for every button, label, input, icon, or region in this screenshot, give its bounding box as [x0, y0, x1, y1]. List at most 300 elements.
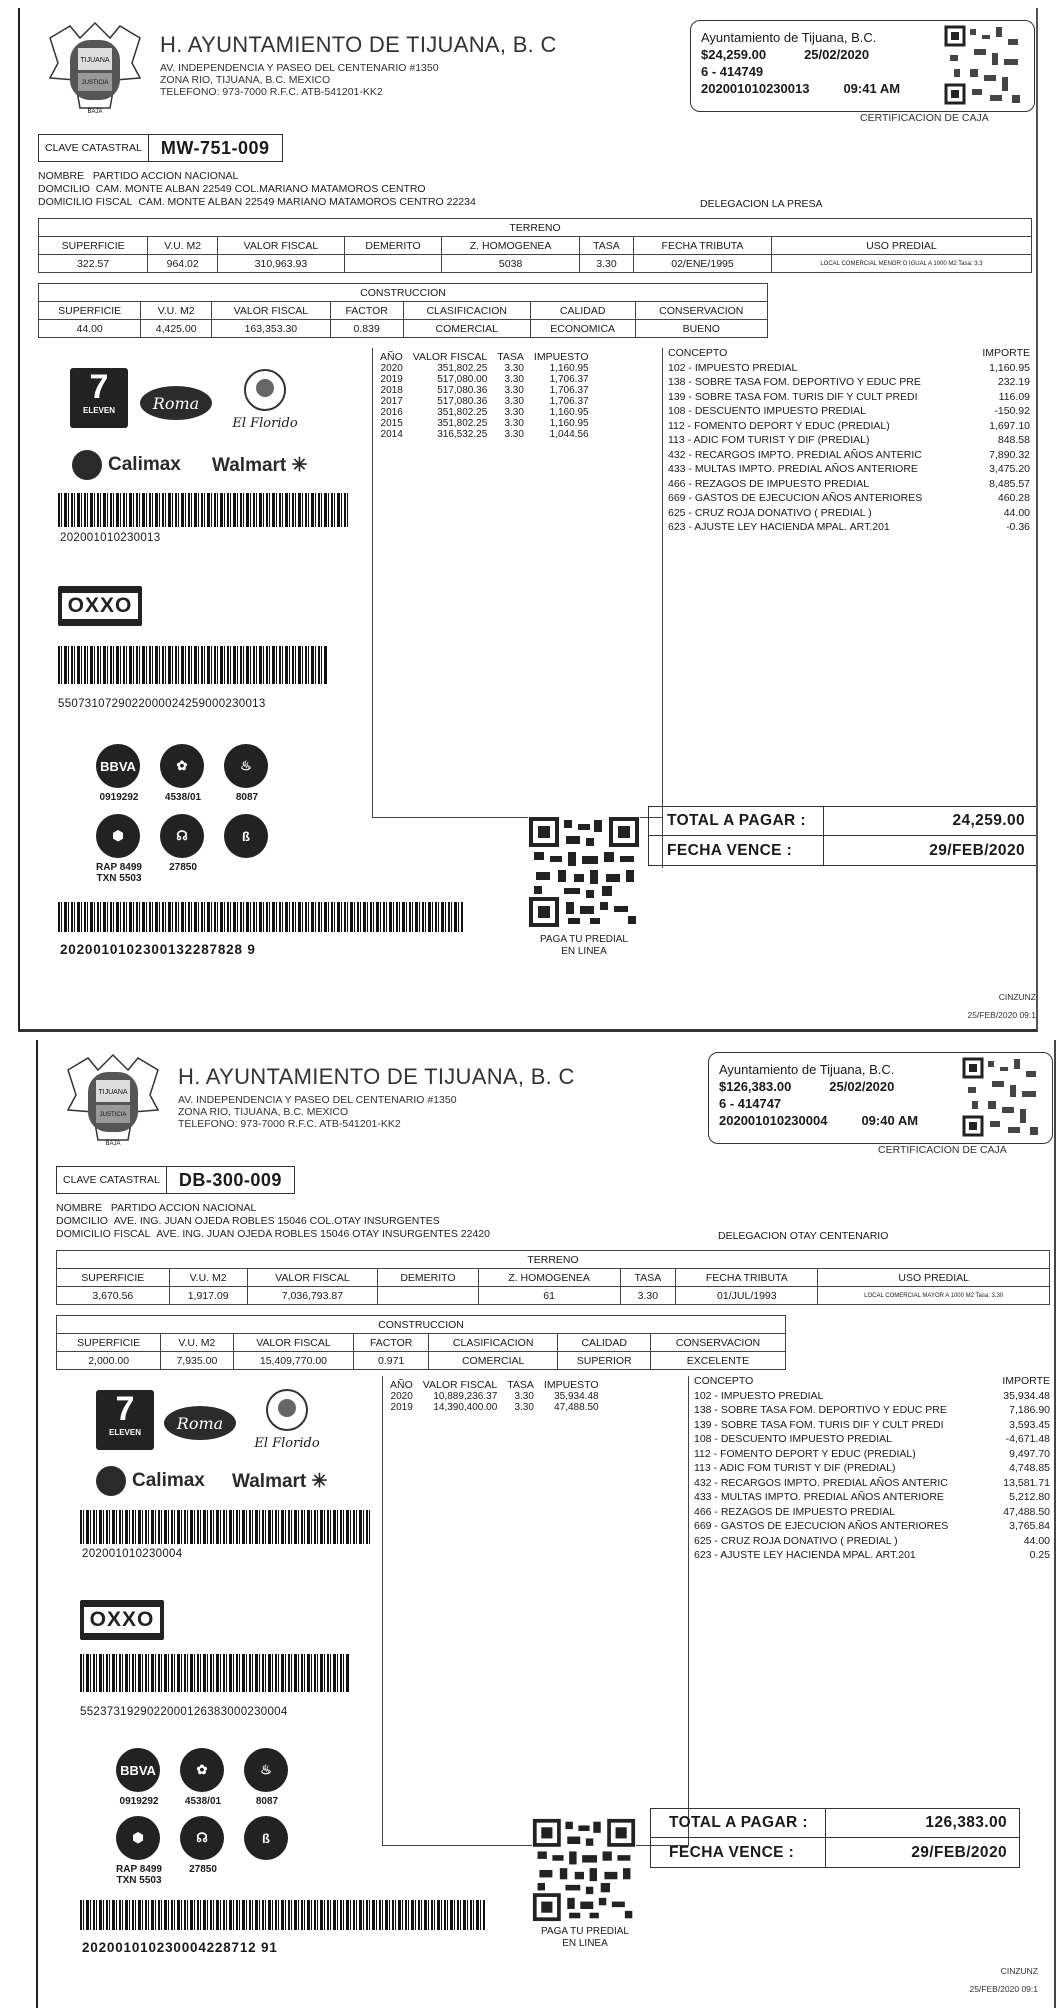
text-value: VALOR FISCAL	[218, 237, 345, 255]
text-value: 310,963.93	[218, 255, 345, 273]
text-value: 0.839	[330, 320, 403, 338]
text-value: V.U. M2	[148, 237, 218, 255]
text-value: 7,890.32	[989, 448, 1030, 461]
text-value: 1,706.37	[549, 385, 589, 396]
text-value: 13,581.71	[1003, 1476, 1050, 1489]
text-value: 316,532.25	[437, 429, 488, 440]
list-item	[668, 375, 1030, 390]
text-value: Ayuntamiento de Tijuana, B.C.	[701, 30, 877, 45]
oxxo-logo-icon	[80, 1600, 164, 1640]
text-value: 3,670.56	[57, 1287, 170, 1305]
text-value: TASA	[579, 237, 633, 255]
text-value: DOMICILIO FISCAL	[56, 1228, 151, 1240]
text-value: PARTIDO ACCION NACIONAL	[110, 1202, 257, 1214]
text-value: 433 - MULTAS IMPTO. PREDIAL AÑOS ANTERIORE	[668, 463, 918, 475]
text-value: Ayuntamiento de Tijuana, B.C.	[719, 1062, 895, 1077]
text-value: 623 - AJUSTE LEY HACIENDA MPAL. ART.201	[668, 521, 890, 533]
calimax-logo-icon	[72, 450, 181, 480]
seven-eleven-logo-icon	[96, 1390, 154, 1450]
text-value: FECHA TRIBUTA	[676, 1269, 818, 1287]
text-value: Z. HOMOGENEA	[478, 1269, 620, 1287]
construccion-table	[38, 283, 768, 338]
text-value: 3,475.20	[989, 463, 1030, 475]
text-value: 44.00	[1003, 506, 1030, 519]
text-value: 848.58	[997, 434, 1030, 446]
footer-stamp	[950, 988, 1036, 1024]
list-item	[668, 419, 1030, 434]
text-value: DB-300-009	[178, 1170, 282, 1190]
text-value: 2020010102300132287828 9	[60, 942, 256, 957]
roma-logo-icon	[140, 386, 212, 420]
table-row	[375, 363, 594, 374]
text-value: 4538/01	[184, 1796, 222, 1807]
text-value: 625 - CRUZ ROJA DONATIVO ( PREDIAL )	[668, 506, 872, 519]
text-value: 14,390,400.00	[433, 1402, 498, 1413]
table-row	[375, 429, 594, 440]
text-value: AV. INDEPENDENCIA Y PASEO DEL CENTENARIO #1350	[160, 62, 439, 74]
text-value: 139 - SOBRE TASA FOM. TURIS DIF Y CULT PREDI	[668, 390, 918, 403]
text-value: 8087	[235, 792, 259, 803]
address-block	[160, 62, 439, 98]
scotiabank-logo-icon: ☊	[160, 814, 204, 858]
santander-logo-icon: ♨	[244, 1748, 288, 1792]
text-value: CALIDAD	[558, 1334, 650, 1352]
text-value: CAM. MONTE ALBAN 22549 MARIANO MATAMOROS CENTRO 22234	[138, 196, 476, 208]
cert-label: CERTIFICACION DE CAJA	[878, 1144, 1007, 1156]
text-value: 466 - REZAGOS DE IMPUESTO PREDIAL	[668, 477, 870, 490]
text-value: DEMERITO	[378, 1269, 478, 1287]
due-date: 29/FEB/2020	[911, 1843, 1007, 1861]
text-value: 25/02/2020	[804, 47, 870, 62]
text-value: Z. HOMOGENEA	[442, 237, 580, 255]
text-value: 202001010230004	[82, 1548, 183, 1560]
text-value: FECHA VENCE :	[651, 1838, 826, 1867]
text-value: CONSTRUCCION	[39, 284, 768, 302]
text-value: 113 - ADIC FOM TURIST Y DIF (PREDIAL)	[694, 1462, 896, 1474]
text-value: 47,488.50	[1003, 1505, 1050, 1518]
text-value: 113 - ADIC FOM TURIST Y DIF (PREDIAL)	[668, 434, 870, 446]
text-value: 2019	[380, 374, 403, 385]
text-value: 61	[478, 1287, 620, 1305]
santander-logo-icon: ♨	[224, 744, 268, 788]
text-value: DEMERITO	[344, 237, 441, 255]
text-value: SUPERFICIE	[39, 237, 148, 255]
text-value: 138 - SOBRE TASA FOM. DEPORTIVO Y EDUC PRE	[668, 376, 921, 388]
text-value: 2016	[380, 407, 403, 418]
text-value: 433 - MULTAS IMPTO. PREDIAL AÑOS ANTERIORE	[694, 1491, 944, 1503]
delegation	[700, 198, 823, 210]
text-value: 7	[89, 368, 109, 406]
text-value: El Florido	[254, 1436, 320, 1451]
concept-list	[694, 1374, 1050, 1563]
text-value: RAP 8499 TXN 5503	[116, 1864, 162, 1886]
text-value: 10,889,236.37	[433, 1391, 498, 1402]
text-value: 27850	[169, 862, 197, 873]
banorte-logo-icon: ß	[224, 814, 268, 858]
text-value: TELEFONO: 973-7000 R.F.C. ATB-541201-KK2	[160, 86, 383, 98]
text-value: FECHA TRIBUTA	[634, 237, 772, 255]
text-value: IMPORTE	[982, 347, 1030, 359]
text-value: CALIDAD	[530, 302, 635, 320]
table-row	[385, 1391, 604, 1402]
text-value: RAP 8499 TXN 5503	[96, 862, 142, 884]
bank-barcode	[80, 1900, 485, 1930]
text-value: OXXO	[82, 1605, 163, 1635]
text-value: 1,160.95	[549, 407, 589, 418]
text-value: 2020	[380, 363, 403, 374]
text-value: TERRENO	[57, 1251, 1050, 1269]
qr-code-icon	[962, 1057, 1042, 1137]
text-value: SUPERFICIE	[39, 302, 141, 320]
text-value: 3.30	[620, 1287, 676, 1305]
text-value: 8087	[255, 1796, 279, 1807]
text-value: TELEFONO: 973-7000 R.F.C. ATB-541201-KK2	[178, 1118, 401, 1130]
text-value: VALOR FISCAL	[233, 1334, 354, 1352]
text-value: CINZUNZ	[1000, 1966, 1038, 1976]
text-value: DELEGACION	[718, 1230, 787, 1242]
delegation	[718, 1230, 888, 1242]
text-value: 35,934.48	[1003, 1389, 1050, 1402]
text-value: 351,802.25	[437, 407, 488, 418]
text-value: OTAY CENTENARIO	[789, 1230, 889, 1242]
text-value: CONCEPTO	[668, 347, 728, 359]
text-value: BAJA	[105, 1141, 121, 1147]
construccion-table	[56, 1315, 786, 1370]
text-value: 2020	[390, 1391, 413, 1402]
text-value: 4,425.00	[141, 320, 212, 338]
text-value: 1,706.37	[549, 374, 589, 385]
list-item	[668, 477, 1030, 492]
text-value: 0919292	[99, 792, 139, 803]
text-value: 01/JUL/1993	[676, 1287, 818, 1305]
text-value: Roma	[176, 1413, 224, 1433]
text-value: 5523731929022000126383000230004	[80, 1706, 288, 1718]
concept-divider	[662, 348, 663, 868]
text-value: COMERCIAL	[403, 320, 530, 338]
list-item	[694, 1418, 1050, 1433]
list-item	[694, 1461, 1050, 1476]
city-seal-icon	[40, 18, 150, 118]
list-item	[694, 1534, 1050, 1549]
text-value: JUSTICIA	[81, 80, 109, 86]
text-value: FACTOR	[330, 302, 403, 320]
text-value: CONSERVACION	[635, 302, 767, 320]
cert-label: CERTIFICACION DE CAJA	[860, 112, 989, 124]
text-value: 2,000.00	[57, 1352, 161, 1370]
text-value: Roma	[152, 393, 200, 413]
text-value: 25/FEB/2020 09:1	[967, 1010, 1036, 1020]
text-value: $126,383.00	[719, 1079, 792, 1094]
list-item	[668, 462, 1030, 477]
text-value: 322.57	[39, 255, 148, 273]
terreno-table	[38, 218, 1032, 273]
text-value: 0919292	[119, 1796, 159, 1807]
list-item	[668, 404, 1030, 419]
text-value: LOCAL COMERCIAL MAYOR A 1000 M2 Tasa: 3.30	[818, 1287, 1050, 1305]
cadastral-key	[56, 1166, 295, 1194]
page-title: H. AYUNTAMIENTO DE TIJUANA, B. C	[160, 32, 557, 57]
list-item	[668, 390, 1030, 405]
text-value: 2017	[380, 396, 403, 407]
text-value: 2018	[380, 385, 403, 396]
list-item	[668, 448, 1030, 463]
text-value: ZONA RIO, TIJUANA, B.C. MEXICO	[160, 74, 331, 86]
text-value: 9,497.70	[1009, 1447, 1050, 1460]
cash-certification-stamp	[690, 20, 1035, 112]
text-value: Calimax	[108, 454, 181, 475]
text-value: CONCEPTO	[694, 1375, 754, 1387]
text-value: 108 - DESCUENTO IMPUESTO PREDIAL	[694, 1433, 892, 1445]
text-value: EXCELENTE	[650, 1352, 785, 1370]
list-item	[694, 1548, 1050, 1563]
totals-box	[648, 806, 1038, 866]
text-value: 2014	[380, 429, 403, 440]
text-value: VALOR FISCAL	[247, 1269, 378, 1287]
el-florido-logo-icon	[242, 1388, 332, 1458]
list-item	[668, 520, 1030, 535]
receipt-2	[36, 1040, 1056, 2008]
text-value: 351,802.25	[437, 418, 488, 429]
total-amount: 126,383.00	[925, 1814, 1007, 1831]
text-value: DOMCILIO	[56, 1215, 108, 1227]
text-value: -150.92	[994, 405, 1030, 417]
text-value: USO PREDIAL	[818, 1269, 1050, 1287]
concept-list	[668, 346, 1030, 535]
text-value: Calimax	[132, 1470, 205, 1491]
text-value: 27850	[189, 1864, 217, 1875]
text-value: 25/02/2020	[829, 1079, 895, 1094]
city-seal-icon	[58, 1050, 168, 1150]
text-value: Walmart	[232, 1471, 307, 1492]
totals-box	[650, 1808, 1020, 1868]
text-value: Walmart	[212, 455, 287, 476]
text-value: VALOR FISCAL	[412, 351, 488, 363]
text-value: 3.30	[504, 429, 524, 440]
text-value: ELEVEN	[82, 406, 115, 415]
text-value: 3.30	[514, 1402, 534, 1413]
text-value: BAJA	[87, 109, 103, 115]
text-value: 466 - REZAGOS DE IMPUESTO PREDIAL	[694, 1505, 896, 1518]
text-value: TASA	[507, 1379, 534, 1391]
text-value: TASA	[497, 351, 524, 363]
text-value: V.U. M2	[161, 1334, 233, 1352]
text-value: CONSERVACION	[650, 1334, 785, 1352]
text-value: OXXO	[60, 591, 141, 621]
text-value: FACTOR	[354, 1334, 428, 1352]
text-value: AVE. ING. JUAN OJEDA ROBLES 15046 OTAY INSURGENTES 22420	[156, 1228, 490, 1240]
cadastral-key	[38, 134, 283, 162]
text-value: 7	[115, 1390, 135, 1428]
text-value: 5,212.80	[1009, 1491, 1050, 1503]
text-value: CLASIFICACION	[428, 1334, 558, 1352]
text-value: CLAVE CATASTRAL	[57, 1167, 167, 1193]
oxxo-barcode	[80, 1654, 350, 1692]
text-value: ECONOMICA	[530, 320, 635, 338]
text-value: VALOR FISCAL	[422, 1379, 498, 1391]
text-value: 964.02	[148, 255, 218, 273]
text-value: TASA	[620, 1269, 676, 1287]
list-item	[668, 506, 1030, 521]
text-value: AÑO	[380, 351, 403, 363]
text-value: 1,160.95	[549, 363, 589, 374]
text-value: CLASIFICACION	[403, 302, 530, 320]
text-value: 1,917.09	[169, 1287, 247, 1305]
text-value: -0.36	[1006, 521, 1030, 533]
text-value: 35,934.48	[554, 1391, 599, 1402]
list-item	[694, 1490, 1050, 1505]
qr-code-icon	[944, 25, 1024, 105]
text-value: JUSTICIA	[99, 1112, 127, 1118]
text-value: AV. INDEPENDENCIA Y PASEO DEL CENTENARIO #1350	[178, 1094, 457, 1106]
text-value: VALOR FISCAL	[212, 302, 331, 320]
table-row	[375, 418, 594, 429]
text-value: 3.30	[504, 418, 524, 429]
text-value: IMPUESTO	[533, 351, 589, 363]
bbva-logo-icon	[116, 1748, 160, 1792]
oxxo-barcode	[58, 646, 328, 684]
el-florido-logo-icon	[220, 368, 310, 438]
terreno-table	[56, 1250, 1050, 1305]
text-value: CINZUNZ	[998, 992, 1036, 1002]
text-value: 112 - FOMENTO DEPORT Y EDUC (PREDIAL)	[668, 419, 890, 432]
text-value: SUPERFICIE	[57, 1334, 161, 1352]
text-value: 09:41 AM	[843, 81, 901, 96]
text-value: CONSTRUCCION	[57, 1316, 786, 1334]
text-value: CLAVE CATASTRAL	[39, 135, 149, 161]
online-payment-qr-icon[interactable]	[528, 816, 640, 928]
list-item	[694, 1519, 1050, 1534]
text-value: SUPERFICIE	[57, 1269, 170, 1287]
hsbc-logo-icon: ⬢	[116, 1816, 160, 1860]
text-value: DELEGACION	[700, 198, 769, 210]
seven-eleven-logo-icon	[70, 368, 128, 428]
online-payment-label: PAGA TU PREDIAL EN LINEA	[541, 1926, 629, 1949]
text-value: 1,044.56	[549, 429, 589, 440]
online-payment-label: PAGA TU PREDIAL EN LINEA	[540, 934, 628, 957]
text-value: 138 - SOBRE TASA FOM. DEPORTIVO Y EDUC PRE	[694, 1404, 947, 1416]
text-value: 4538/01	[164, 792, 202, 803]
text-value: 3,593.45	[1009, 1418, 1050, 1431]
text-value	[344, 255, 441, 273]
cash-certification-stamp	[708, 1052, 1053, 1144]
text-value: 6 - 414749	[701, 64, 764, 79]
text-value: 351,802.25	[437, 363, 488, 374]
text-value: 8,485.57	[989, 477, 1030, 490]
tax-history	[375, 352, 594, 440]
banorte-logo-icon: ß	[244, 1816, 288, 1860]
text-value: 202001010230013	[701, 81, 810, 96]
text-value: BUENO	[635, 320, 767, 338]
text-value: 3.30	[504, 407, 524, 418]
banamex-logo-icon: ✿	[180, 1748, 224, 1792]
online-payment-qr-icon[interactable]	[532, 1818, 644, 1930]
text-value: 3.30	[504, 363, 524, 374]
text-value: USO PREDIAL	[771, 237, 1031, 255]
list-item	[694, 1403, 1050, 1418]
text-value: 25/FEB/2020 09:1	[969, 1984, 1038, 1994]
text-value: 02/ENE/1995	[634, 255, 772, 273]
text-value: NOMBRE	[56, 1202, 103, 1214]
text-value: 1,160.95	[549, 418, 589, 429]
bbva-logo-icon	[96, 744, 140, 788]
footer-stamp	[938, 1962, 1038, 1998]
text-value: 202001010230004228712 91	[82, 1940, 278, 1955]
text-value: 7,935.00	[161, 1352, 233, 1370]
text-value	[378, 1287, 478, 1305]
tax-history	[385, 1380, 604, 1413]
text-value: TIJUANA	[98, 1089, 128, 1096]
text-value: DOMCILIO	[38, 183, 90, 195]
owner-info	[56, 1202, 490, 1241]
text-value: 2019	[390, 1402, 413, 1413]
text-value: 09:40 AM	[861, 1113, 919, 1128]
text-value: 44.00	[1023, 1534, 1050, 1547]
table-row	[385, 1402, 604, 1413]
text-value: 112 - FOMENTO DEPORT Y EDUC (PREDIAL)	[694, 1447, 916, 1460]
text-value: FECHA VENCE :	[649, 836, 824, 865]
text-value: 102 - IMPUESTO PREDIAL	[668, 361, 798, 374]
text-value: AVE. ING. JUAN OJEDA ROBLES 15046 COL.OTAY INSURGENTES	[113, 1215, 440, 1227]
text-value: MW-751-009	[160, 138, 270, 158]
text-value: IMPORTE	[1002, 1375, 1050, 1387]
text-value: 517,080.36	[437, 385, 488, 396]
text-value: El Florido	[232, 416, 298, 431]
text-value: TOTAL A PAGAR :	[651, 1809, 826, 1837]
table-row	[375, 374, 594, 385]
text-value: 623 - AJUSTE LEY HACIENDA MPAL. ART.201	[694, 1549, 916, 1561]
text-value: 3.30	[504, 385, 524, 396]
oxxo-logo-icon	[58, 586, 142, 626]
walmart-logo-icon: Walmart ✳	[212, 455, 308, 476]
history-panel	[382, 1376, 688, 1846]
list-item	[694, 1447, 1050, 1462]
text-value: -4,671.48	[1005, 1433, 1050, 1445]
text-value: IMPUESTO	[543, 1379, 599, 1391]
text-value: BBVA	[120, 1762, 156, 1778]
text-value: 5507310729022000024259000230013	[58, 698, 266, 710]
text-value: 5038	[442, 255, 580, 273]
store-barcode	[80, 1510, 370, 1544]
store-barcode	[58, 493, 348, 527]
text-value: 102 - IMPUESTO PREDIAL	[694, 1389, 824, 1402]
text-value: TERRENO	[39, 219, 1032, 237]
roma-logo-icon	[164, 1406, 236, 1440]
text-value: 1,697.10	[989, 419, 1030, 432]
text-value: 108 - DESCUENTO IMPUESTO PREDIAL	[668, 405, 866, 417]
text-value: 432 - RECARGOS IMPTO. PREDIAL AÑOS ANTERIC	[694, 1476, 948, 1489]
text-value: 669 - GASTOS DE EJECUCION AÑOS ANTERIORES	[694, 1520, 949, 1532]
text-value: $24,259.00	[701, 47, 767, 62]
text-value: 432 - RECARGOS IMPTO. PREDIAL AÑOS ANTERIC	[668, 448, 922, 461]
text-value: 6 - 414747	[719, 1096, 782, 1111]
list-item	[694, 1432, 1050, 1447]
text-value: LOCAL COMERCIAL MENOR O IGUAL A 1000 M2 Tasa: 3.3	[771, 255, 1031, 273]
text-value: TOTAL A PAGAR :	[649, 807, 824, 835]
text-value: AÑO	[390, 1379, 413, 1391]
text-value: 0.25	[1029, 1549, 1050, 1561]
list-item	[668, 361, 1030, 376]
list-item	[694, 1476, 1050, 1491]
list-item	[668, 491, 1030, 506]
owner-info	[38, 170, 476, 209]
receipt-1	[18, 8, 1038, 1032]
text-value: V.U. M2	[169, 1269, 247, 1287]
text-value: NOMBRE	[38, 170, 85, 182]
text-value: 163,353.30	[212, 320, 331, 338]
text-value: 3.30	[504, 396, 524, 407]
text-value: 47,488.50	[554, 1402, 599, 1413]
text-value: 15,409,770.00	[233, 1352, 354, 1370]
